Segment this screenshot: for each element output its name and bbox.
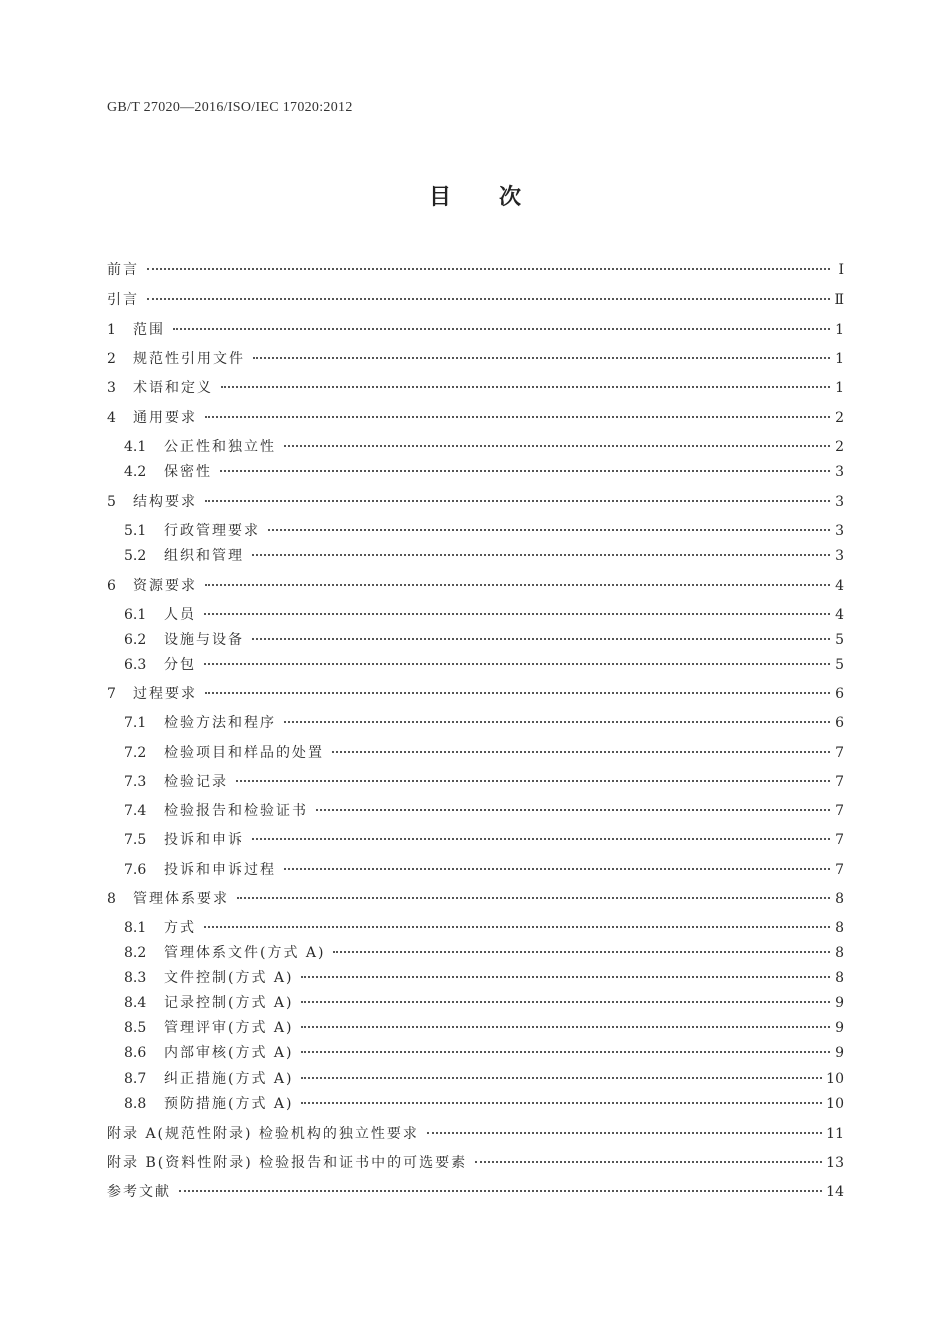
- toc-entry-number: 7.2: [124, 745, 147, 761]
- toc-entry-page-number: 9: [835, 1020, 844, 1036]
- toc-entry[interactable]: [124, 713, 844, 733]
- toc-entry-label: 方式: [164, 920, 196, 936]
- toc-entry[interactable]: [124, 993, 844, 1013]
- toc-entry[interactable]: [124, 772, 844, 792]
- toc-entry[interactable]: [124, 860, 844, 880]
- dot-leader: [204, 613, 830, 615]
- toc-entry-label: 附录 A(规范性附录) 检验机构的独立性要求: [107, 1126, 419, 1142]
- toc-entry[interactable]: [107, 260, 844, 280]
- dot-leader: [427, 1132, 822, 1134]
- toc-entry-label: 检验项目和样品的处置: [164, 745, 324, 761]
- toc-entry-label: 附录 B(资料性附录) 检验报告和证书中的可选要素: [107, 1155, 468, 1171]
- dot-leader: [284, 445, 830, 447]
- toc-entry-number: 6.3: [124, 657, 147, 673]
- toc-entry[interactable]: [124, 630, 844, 650]
- dot-leader: [284, 721, 830, 723]
- toc-entry-label: 检验记录: [164, 774, 228, 790]
- toc-entry-label: 管理体系要求: [133, 891, 229, 907]
- toc-entry-page-number: 8: [835, 970, 844, 986]
- toc-entry[interactable]: [124, 1043, 844, 1063]
- toc-entry-label: 通用要求: [133, 410, 197, 426]
- toc-entry-number: 3: [107, 380, 116, 396]
- toc-entry-page-number: 8: [835, 891, 844, 907]
- toc-entry[interactable]: [124, 521, 844, 541]
- toc-entry[interactable]: [107, 320, 844, 340]
- toc-entry-page-number: 8: [835, 920, 844, 936]
- toc-entry[interactable]: [107, 349, 844, 369]
- toc-entry[interactable]: [107, 378, 844, 398]
- toc-entry-number: 8.5: [124, 1020, 147, 1036]
- toc-entry[interactable]: [124, 801, 844, 821]
- dot-leader: [221, 386, 830, 388]
- toc-entry-page-number: 8: [835, 945, 844, 961]
- toc-entry-number: 7.1: [124, 715, 147, 731]
- dot-leader: [205, 500, 830, 502]
- dot-leader: [179, 1190, 822, 1192]
- toc-entry-number: 4: [107, 410, 116, 426]
- toc-entry-number: 1: [107, 322, 116, 338]
- dot-leader: [205, 692, 830, 694]
- toc-entry[interactable]: [107, 1124, 844, 1144]
- toc-entry-page-number: 3: [835, 523, 844, 539]
- toc-entry-label: 管理体系文件(方式 A): [164, 945, 326, 961]
- dot-leader: [253, 357, 830, 359]
- dot-leader: [252, 638, 830, 640]
- toc-entry-page-number: 9: [835, 995, 844, 1011]
- toc-entry-number: 6.2: [124, 632, 147, 648]
- dot-leader: [236, 780, 830, 782]
- toc-entry-number: 6: [107, 578, 116, 594]
- dot-leader: [147, 268, 830, 270]
- toc-entry-number: 8.6: [124, 1045, 147, 1061]
- toc-entry-page-number: 5: [835, 657, 844, 673]
- toc-entry[interactable]: [124, 830, 844, 850]
- toc-entry-page-number: 7: [835, 803, 844, 819]
- toc-entry-label: 资源要求: [133, 578, 197, 594]
- toc-entry-page-number: 2: [835, 410, 844, 426]
- toc-entry-page-number: 7: [835, 862, 844, 878]
- toc-entry-number: 8: [107, 891, 116, 907]
- toc-entry-number: 2: [107, 351, 116, 367]
- dot-leader: [316, 809, 830, 811]
- dot-leader: [301, 1051, 830, 1053]
- toc-entry-number: 5.2: [124, 548, 147, 564]
- toc-entry-page-number: 10: [826, 1096, 844, 1112]
- toc-entry-label: 记录控制(方式 A): [164, 995, 294, 1011]
- dot-leader: [147, 298, 830, 300]
- toc-entry-label: 检验报告和检验证书: [164, 803, 308, 819]
- toc-entry[interactable]: [124, 1018, 844, 1038]
- toc-entry-label: 设施与设备: [164, 632, 244, 648]
- dot-leader: [268, 529, 830, 531]
- toc-entry-label: 人员: [164, 607, 196, 623]
- dot-leader: [301, 976, 830, 978]
- toc-entry-label: 参考文献: [107, 1184, 171, 1200]
- toc-entry-label: 分包: [164, 657, 196, 673]
- toc-entry[interactable]: [107, 290, 844, 310]
- dot-leader: [301, 1026, 830, 1028]
- dot-leader: [475, 1161, 822, 1163]
- toc-entry-label: 范围: [133, 322, 165, 338]
- toc-entry-number: 7.5: [124, 832, 147, 848]
- toc-entry-page-number: 5: [835, 632, 844, 648]
- toc-entry-page-number: 7: [835, 832, 844, 848]
- toc-entry-page-number: 1: [835, 351, 844, 367]
- toc-entry-label: 检验方法和程序: [164, 715, 276, 731]
- toc-entry-page-number: 2: [835, 439, 844, 455]
- toc-entry[interactable]: [107, 576, 844, 596]
- toc-entry-page-number: 7: [835, 745, 844, 761]
- toc-entry-page-number: 3: [835, 548, 844, 564]
- toc-entry-page-number: 6: [835, 715, 844, 731]
- toc-entry-number: 7: [107, 686, 116, 702]
- toc-entry-page-number: 11: [826, 1126, 844, 1142]
- dot-leader: [205, 416, 830, 418]
- toc-entry-label: 文件控制(方式 A): [164, 970, 294, 986]
- toc-entry[interactable]: [124, 1094, 844, 1114]
- toc-entry-page-number: 3: [835, 494, 844, 510]
- toc-entry[interactable]: [107, 1153, 844, 1173]
- toc-entry[interactable]: [107, 408, 844, 428]
- toc-entry-number: 8.4: [124, 995, 147, 1011]
- dot-leader: [220, 470, 830, 472]
- dot-leader: [301, 1102, 822, 1104]
- toc-entry-label: 引言: [107, 292, 139, 308]
- toc-entry[interactable]: [124, 1069, 844, 1089]
- toc-entry[interactable]: [107, 492, 844, 512]
- dot-leader: [173, 328, 830, 330]
- toc-entry-label: 公正性和独立性: [164, 439, 276, 455]
- toc-entry-number: 5.1: [124, 523, 147, 539]
- toc-entry[interactable]: [124, 743, 844, 763]
- dot-leader: [252, 838, 830, 840]
- toc-entry-number: 8.3: [124, 970, 147, 986]
- toc-entry-label: 术语和定义: [133, 380, 213, 396]
- toc-entry-label: 结构要求: [133, 494, 197, 510]
- toc-entry[interactable]: [124, 918, 844, 938]
- toc-entry-page-number: 3: [835, 464, 844, 480]
- toc-entry-number: 8.8: [124, 1096, 147, 1112]
- dot-leader: [301, 1077, 822, 1079]
- toc-entry-number: 8.7: [124, 1071, 147, 1087]
- toc-entry-label: 纠正措施(方式 A): [164, 1071, 294, 1087]
- dot-leader: [252, 554, 830, 556]
- toc-entry-number: 7.6: [124, 862, 147, 878]
- toc-entry[interactable]: [124, 943, 844, 963]
- dot-leader: [333, 951, 830, 953]
- toc-entry-page-number: 6: [835, 686, 844, 702]
- toc-entry[interactable]: [107, 889, 844, 909]
- toc-entry-label: 组织和管理: [164, 548, 244, 564]
- toc-entry[interactable]: [124, 655, 844, 675]
- toc-entry-label: 规范性引用文件: [133, 351, 245, 367]
- dot-leader: [204, 663, 830, 665]
- page-title: 目次: [428, 185, 569, 210]
- toc-entry-number: 6.1: [124, 607, 147, 623]
- toc-entry-label: 投诉和申诉过程: [164, 862, 276, 878]
- toc-entry-number: 8.1: [124, 920, 147, 936]
- toc-entry-page-number: 13: [826, 1155, 844, 1171]
- toc-entry-label: 预防措施(方式 A): [164, 1096, 294, 1112]
- toc-entry-label: 内部审核(方式 A): [164, 1045, 294, 1061]
- toc-entry-page-number: 9: [835, 1045, 844, 1061]
- toc-entry-label: 管理评审(方式 A): [164, 1020, 294, 1036]
- standard-code: GB/T 27020—2016/ISO/IEC 17020:2012: [107, 100, 353, 115]
- toc-entry-number: 4.1: [124, 439, 147, 455]
- dot-leader: [332, 751, 830, 753]
- toc-entry-label: 投诉和申诉: [164, 832, 244, 848]
- dot-leader: [284, 868, 830, 870]
- toc-entry-page-number: 7: [835, 774, 844, 790]
- toc-entry-page-number: 4: [835, 607, 844, 623]
- toc-entry-number: 5: [107, 494, 116, 510]
- toc-entry[interactable]: [124, 546, 844, 566]
- toc-entry-label: 保密性: [164, 464, 212, 480]
- toc-entry-number: 4.2: [124, 464, 147, 480]
- toc-entry-label: 过程要求: [133, 686, 197, 702]
- toc-entry-number: 7.3: [124, 774, 147, 790]
- toc-entry-number: 7.4: [124, 803, 147, 819]
- toc-entry[interactable]: [124, 605, 844, 625]
- toc-entry-page-number: 14: [826, 1184, 844, 1200]
- toc-entry[interactable]: [124, 462, 844, 482]
- toc-entry-page-number: 10: [826, 1071, 844, 1087]
- toc-entry[interactable]: [124, 437, 844, 457]
- toc-entry-number: 8.2: [124, 945, 147, 961]
- toc-entry[interactable]: [107, 684, 844, 704]
- toc-entry[interactable]: [124, 968, 844, 988]
- toc-entry[interactable]: [107, 1182, 844, 1202]
- toc-entry-label: 行政管理要求: [164, 523, 260, 539]
- toc-entry-page-number: Ⅰ: [838, 262, 844, 278]
- toc-entry-page-number: Ⅱ: [834, 292, 844, 308]
- dot-leader: [301, 1001, 830, 1003]
- dot-leader: [237, 897, 830, 899]
- toc-entry-page-number: 4: [835, 578, 844, 594]
- toc-entry-page-number: 1: [835, 380, 844, 396]
- dot-leader: [204, 926, 830, 928]
- toc-entry-label: 前言: [107, 262, 139, 278]
- dot-leader: [205, 584, 830, 586]
- toc-entry-page-number: 1: [835, 322, 844, 338]
